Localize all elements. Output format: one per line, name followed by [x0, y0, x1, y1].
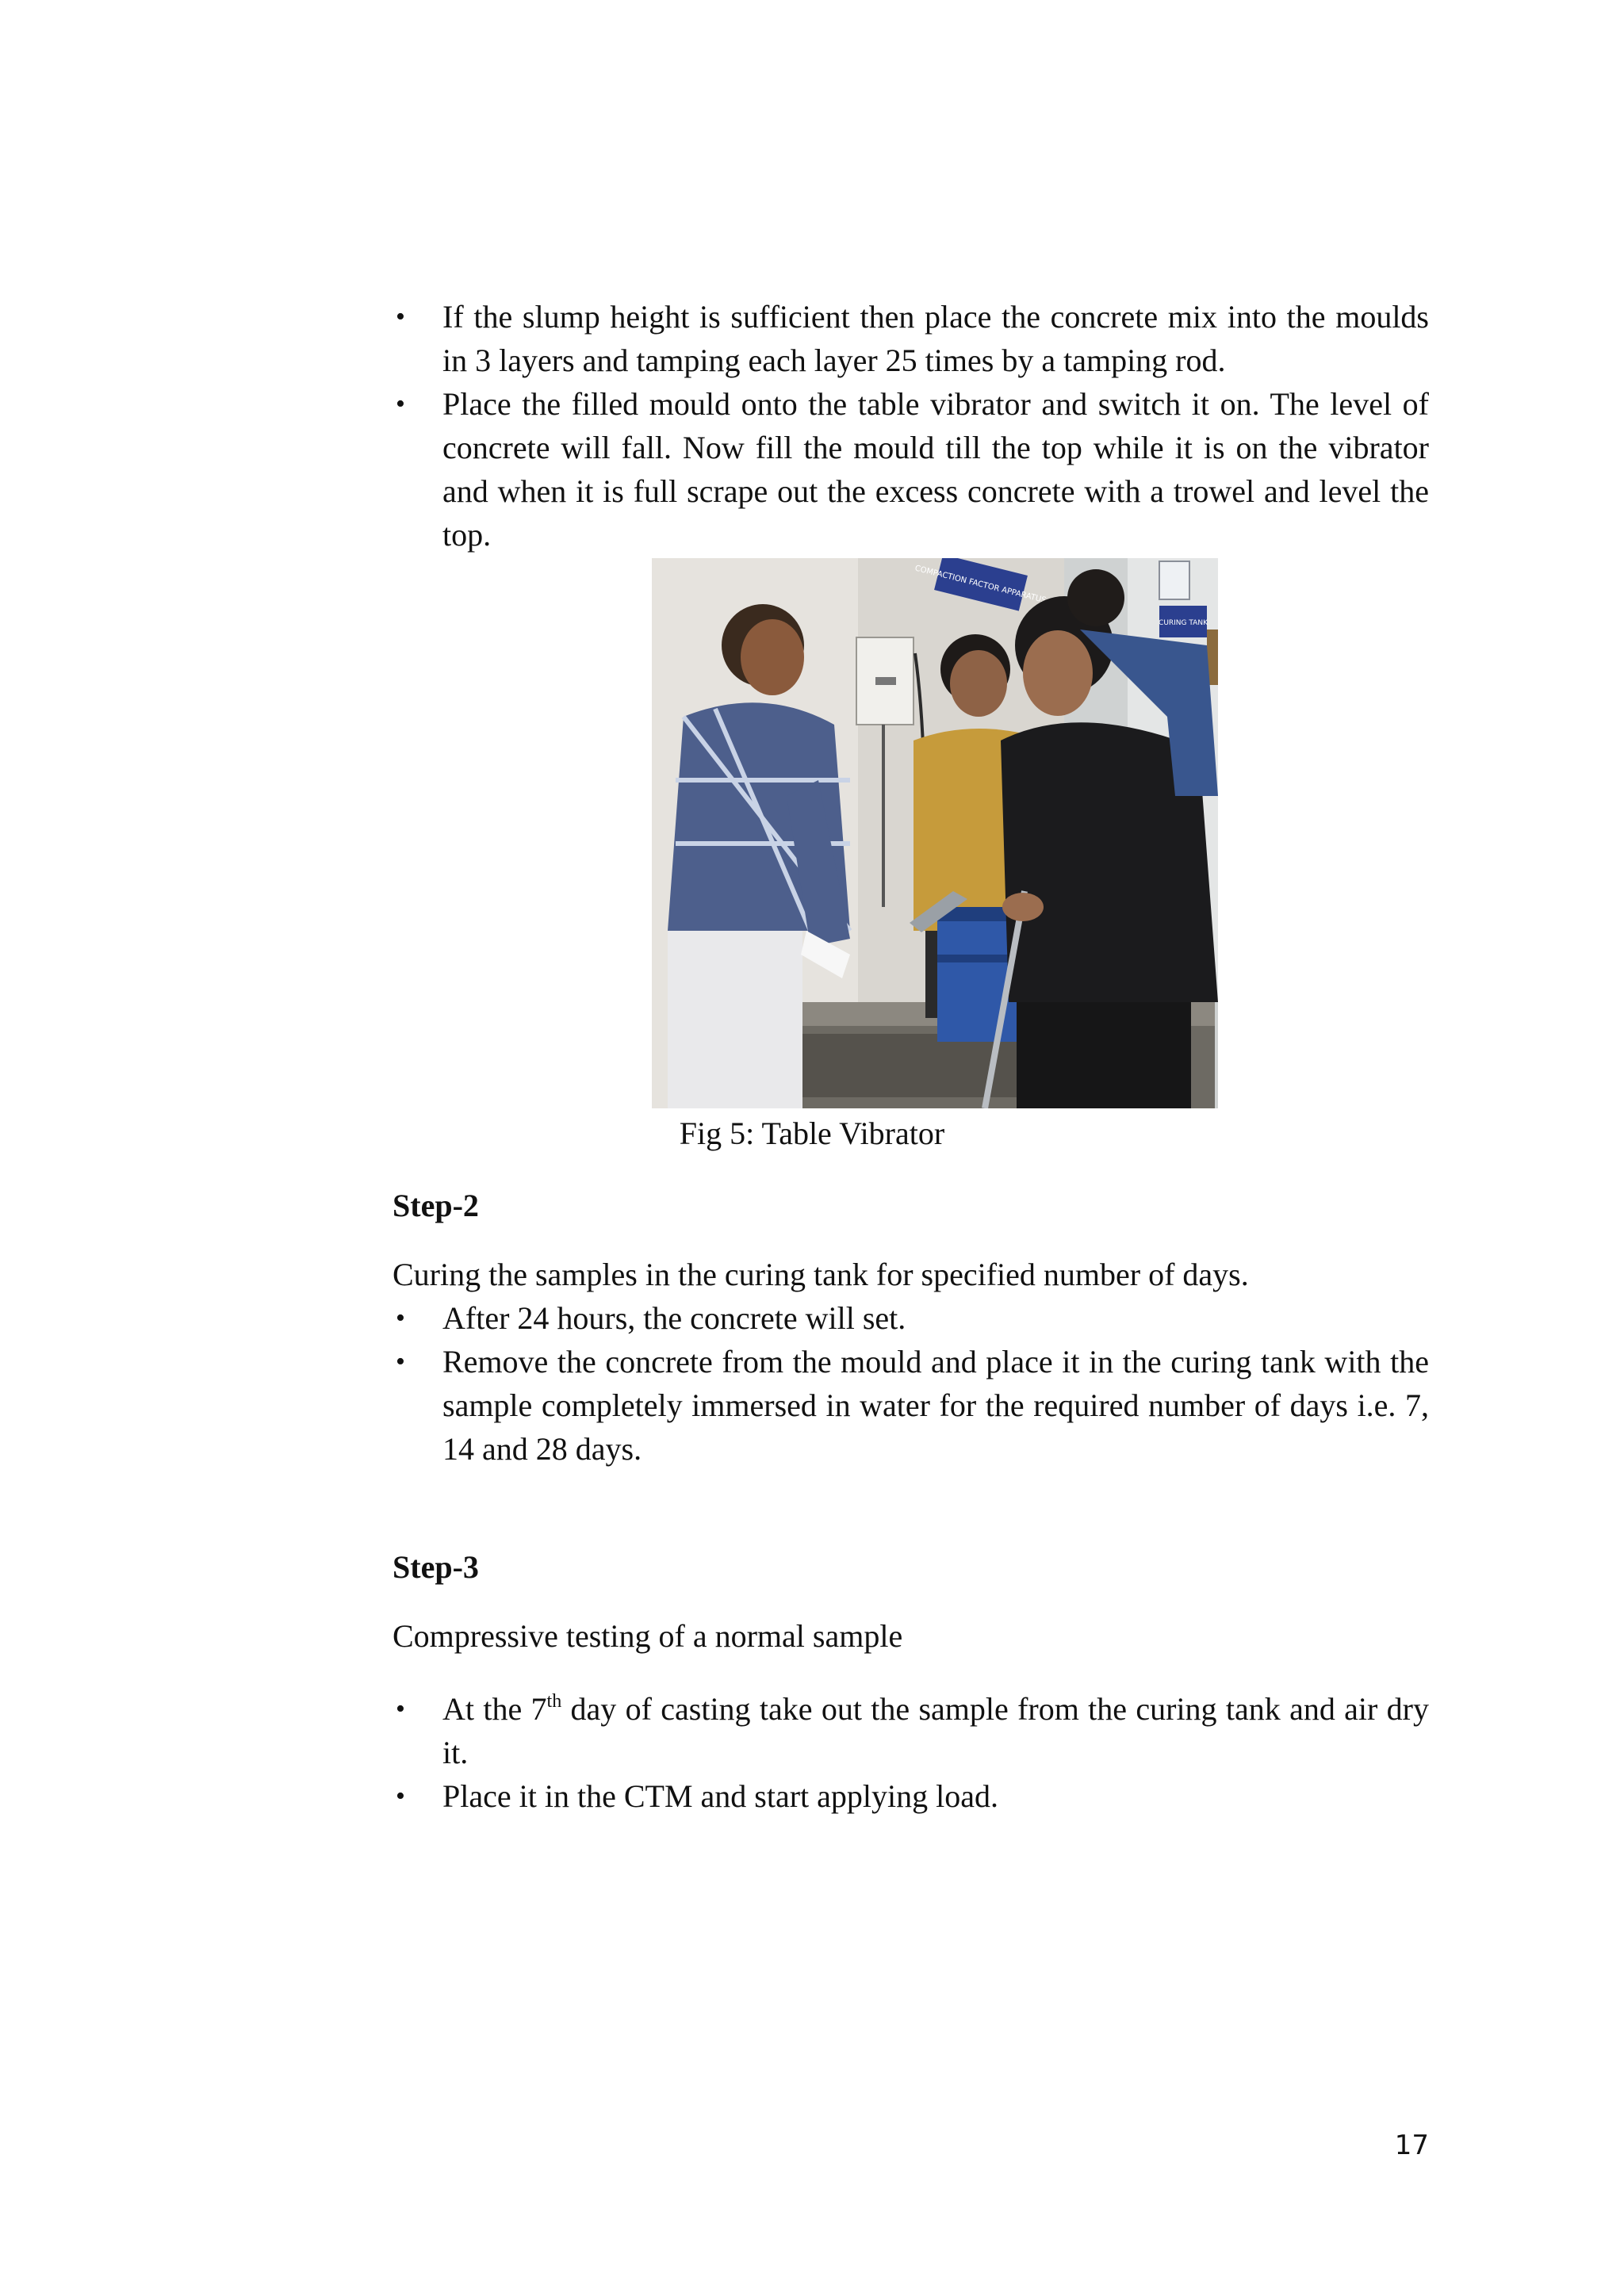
bullet-list	[393, 295, 1429, 557]
list-item	[393, 1687, 1429, 1774]
bullet-list	[393, 1687, 1429, 1818]
bullet-text-prefix: At the 7	[442, 1691, 547, 1727]
page-number: 17	[1394, 2130, 1429, 2161]
procedure-bullets	[393, 295, 1429, 557]
curing-tank-sign	[1159, 606, 1208, 637]
bullet-text: Place it in the CTM and start applying load.	[442, 1778, 998, 1814]
bullet-text-suffix: day of casting take out the sample from the curing tank and air dry it.	[442, 1691, 1429, 1770]
step-2-section	[393, 1184, 1429, 1227]
step-3-section	[393, 1545, 1429, 1589]
bullet-text: Place the filled mould onto the table vibrator and switch it on. The level of concrete will fall. Now fill the mould till the top while it is on the vibrator and when it is full scrape out the excess concrete with a trowel and level the top.	[442, 386, 1429, 553]
step-3-intro-block	[393, 1614, 1429, 1658]
step-2-body	[393, 1253, 1429, 1471]
list-item	[393, 382, 1429, 557]
bullet-symbol: •	[396, 1347, 405, 1376]
ordinal-superscript: th	[546, 1691, 562, 1712]
step-3-bullets	[393, 1687, 1429, 1818]
figure-caption: Fig 5: Table Vibrator	[679, 1115, 945, 1151]
bullet-text: If the slump height is sufficient then place the concrete mix into the moulds in 3 layers and tamping each layer 25 times by a tamping rod.	[442, 299, 1429, 378]
bullet-symbol: •	[396, 302, 405, 331]
list-item	[393, 1774, 1429, 1818]
step-2-heading: Step-2	[393, 1188, 479, 1223]
table-vibrator-photo	[652, 558, 1218, 1108]
bullet-text: After 24 hours, the concrete will set.	[442, 1300, 906, 1336]
bullet-symbol: •	[396, 1303, 405, 1333]
step-3-intro: Compressive testing of a normal sample	[393, 1618, 903, 1654]
list-item	[393, 295, 1429, 382]
bullet-list	[393, 1296, 1429, 1471]
bullet-symbol: •	[396, 1781, 405, 1811]
bullet-symbol: •	[396, 389, 405, 419]
list-item	[393, 1340, 1429, 1471]
step-2-intro: Curing the samples in the curing tank for specified number of days.	[393, 1257, 1249, 1292]
step-3-heading: Step-3	[393, 1549, 479, 1585]
svg-text:CURING TANK: CURING TANK	[1159, 619, 1208, 627]
list-item	[393, 1296, 1429, 1340]
bullet-text: Remove the concrete from the mould and place it in the curing tank with the sample completely immersed in water for the required number of days i.e. 7, 14 and 28 days.	[442, 1344, 1429, 1467]
svg-text:COMPACTION FACTOR APPARATUS: COMPACTION FACTOR APPARATUS	[914, 564, 1048, 606]
bullet-symbol: •	[396, 1694, 405, 1724]
